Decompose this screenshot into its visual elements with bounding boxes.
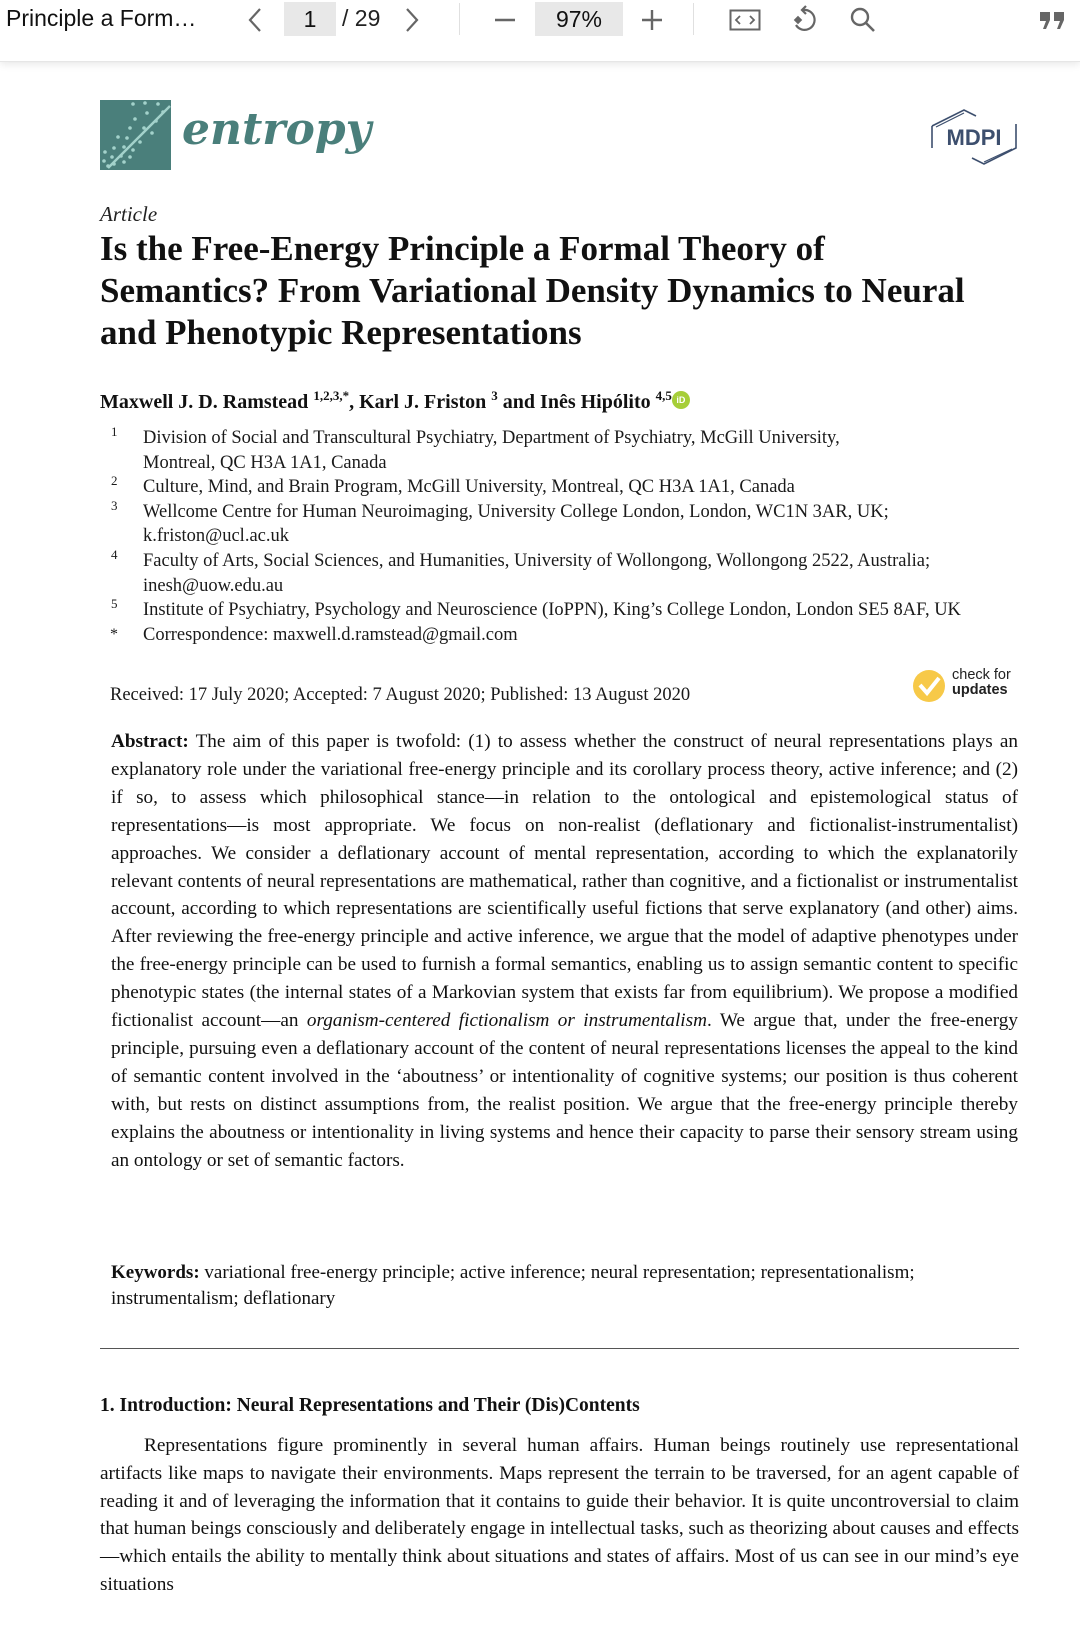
- chevron-right-icon: [404, 7, 420, 33]
- abstract: Abstract: The aim of this paper is twofold: (1) to assess whether the construct of neural representations plays an explanatory role under the variational free-energy principle and its corollary process theory, active inference; and (2) if so, to assess which philosophical stance—in relation to the ontological and epistemological status of representations—is most appropriate. We focus on non-realist (deflationary and fictionalist-instrumentalist) approaches. We consider a deflationary account of mental representation, according to which the explanatorily relevant contents of neural representations are mathematical, rather than cognitive, and a fictionalist or instrumentalist account, according to which representations are scientifically useful fictions that serve explanatory (and other) aims. After reviewing the free-energy principle and active inference, we argue that the model of adaptive phenotypes under the free-energy principle can be used to furnish a formal semantics, enabling us to assign semantic content to specific phenotypic states (the internal states of a Markovian system that exists far from equilibrium). We propose a modified fictionalist account—an organism-centered fictionalism or instrumentalism. We argue that, under the free-energy principle, pursuing even a deflationary account of the content of neural representations licenses the appeal to the kind of semantic content involved in the ‘aboutness’ or intentionality of cognitive systems; our position is thus coherent with, but rests on distinct assumptions from, the realist position. We argue that the free-energy principle thereby explains the aboutness or intentionality in living systems and hence their capacity to parse their sensory stream using an ontology or set of semantic factors.: [111, 731, 1018, 1171]
- pdf-viewer-toolbar: [0, 0, 1080, 62]
- author-name: Inês Hipólito: [540, 391, 651, 413]
- affiliation-item: 2 Culture, Mind, and Brain Program, McGill University, Montreal, QC H3A 1A1, Canada: [111, 473, 795, 498]
- quote-icon: [1038, 9, 1066, 31]
- email-link[interactable]: k.friston@ucl.ac.uk: [143, 526, 289, 547]
- journal-name: entropy: [182, 104, 372, 155]
- entropy-logo-icon: [100, 100, 171, 170]
- author-list: Maxwell J. D. Ramstead $^{1,2,3,*}$, Karl J. Friston $^3$ and Inês Hipólito $^{4,5}$ iD: [100, 388, 690, 414]
- affiliation-item: 5 Institute of Psychiatry, Psychology and Neuroscience (IoPPN), King’s College London, London SE5 8AF, UK: [111, 596, 961, 621]
- section-heading: 1. Introduction: Neural Representations and Their (Dis)Contents: [100, 1395, 640, 1416]
- author-name: Maxwell J. D. Ramstead: [100, 391, 309, 413]
- body-paragraph: Representations figure prominently in several human affairs. Human beings routinely use representational artifacts like maps to navigate their environments. Maps represent the terrain to be traversed, for an agent capable of reading it and of leveraging the information that it contains to guide their behavior. It is quite uncontroversial to claim that human beings consciously and deliberately engage in intellectual tasks, such as theorizing about causes and effects—which entails the ability to mentally think about situations and states of affairs. Most of us can see in our mind’s eye situations: [100, 1435, 1019, 1595]
- prev-page-button[interactable]: [240, 4, 270, 36]
- affiliation-item: 1 Division of Social and Transcultural Psychiatry, Department of Psychiatry, McGill University, Montreal, QC H3A 1A1, Canada: [111, 424, 840, 473]
- page-number-input[interactable]: 1: [284, 2, 336, 36]
- author-affil-marker: 3: [491, 388, 498, 403]
- affiliation-list: [108, 426, 1028, 647]
- rotate-icon: [790, 5, 820, 35]
- zoom-in-button[interactable]: [637, 4, 667, 36]
- author-name: Karl J. Friston: [359, 391, 487, 413]
- page-total: / 29: [342, 5, 381, 31]
- rotate-button[interactable]: [788, 4, 822, 36]
- article-type: Article: [100, 202, 158, 226]
- affiliation-item: 3 Wellcome Centre for Human Neuroimaging, University College London, London, WC1N 3AR, UK; k.friston@ucl.ac.uk: [108, 500, 1028, 549]
- minus-icon: [493, 8, 517, 32]
- toolbar-divider: [459, 3, 460, 35]
- zoom-out-button[interactable]: [490, 4, 520, 36]
- orcid-icon[interactable]: iD: [672, 391, 690, 409]
- document-title: Principle a Form…: [6, 5, 197, 31]
- mdpi-logo-icon: [928, 108, 1020, 166]
- check-updates-icon: [912, 669, 946, 703]
- check-for-updates-badge[interactable]: check for updates: [912, 666, 1032, 706]
- affiliation-item: 4 Faculty of Arts, Social Sciences, and Humanities, University of Wollongong, Wollongong 2522, Australia; inesh@uow.edu.au: [108, 549, 1028, 598]
- author-affil-marker: 4,5: [655, 388, 672, 403]
- abstract-label: Abstract:: [111, 731, 189, 752]
- toolbar-divider: [693, 3, 694, 35]
- keywords-label: Keywords:: [111, 1262, 200, 1283]
- next-page-button[interactable]: [397, 4, 427, 36]
- author-affil-marker: 1,2,3,*: [313, 388, 350, 403]
- email-link[interactable]: inesh@uow.edu.au: [143, 575, 284, 596]
- section-divider: [100, 1348, 1019, 1349]
- annotate-button[interactable]: [1036, 4, 1068, 36]
- fit-width-button[interactable]: [727, 4, 763, 36]
- search-button[interactable]: [848, 4, 878, 36]
- svg-text:MDPI: MDPI: [946, 125, 1002, 150]
- pdf-page: [0, 62, 1080, 1648]
- chevron-left-icon: [247, 7, 263, 33]
- fit-width-icon: [729, 8, 761, 32]
- zoom-level-input[interactable]: 97%: [535, 2, 623, 36]
- publication-dates: Received: 17 July 2020; Accepted: 7 August 2020; Published: 13 August 2020: [110, 685, 691, 705]
- correspondence-item: * Correspondence: maxwell.d.ramstead@gmail.com: [110, 624, 518, 645]
- search-icon: [849, 6, 877, 34]
- article-title: Is the Free-Energy Principle a Formal Theory of Semantics? From Variational Density Dynamics to Neural and Phenotypic Representations: [100, 229, 965, 352]
- plus-icon: [640, 8, 664, 32]
- keywords: Keywords: variational free-energy principle; active inference; neural representation; representationalism; instrumentalism; deflationary: [111, 1262, 915, 1309]
